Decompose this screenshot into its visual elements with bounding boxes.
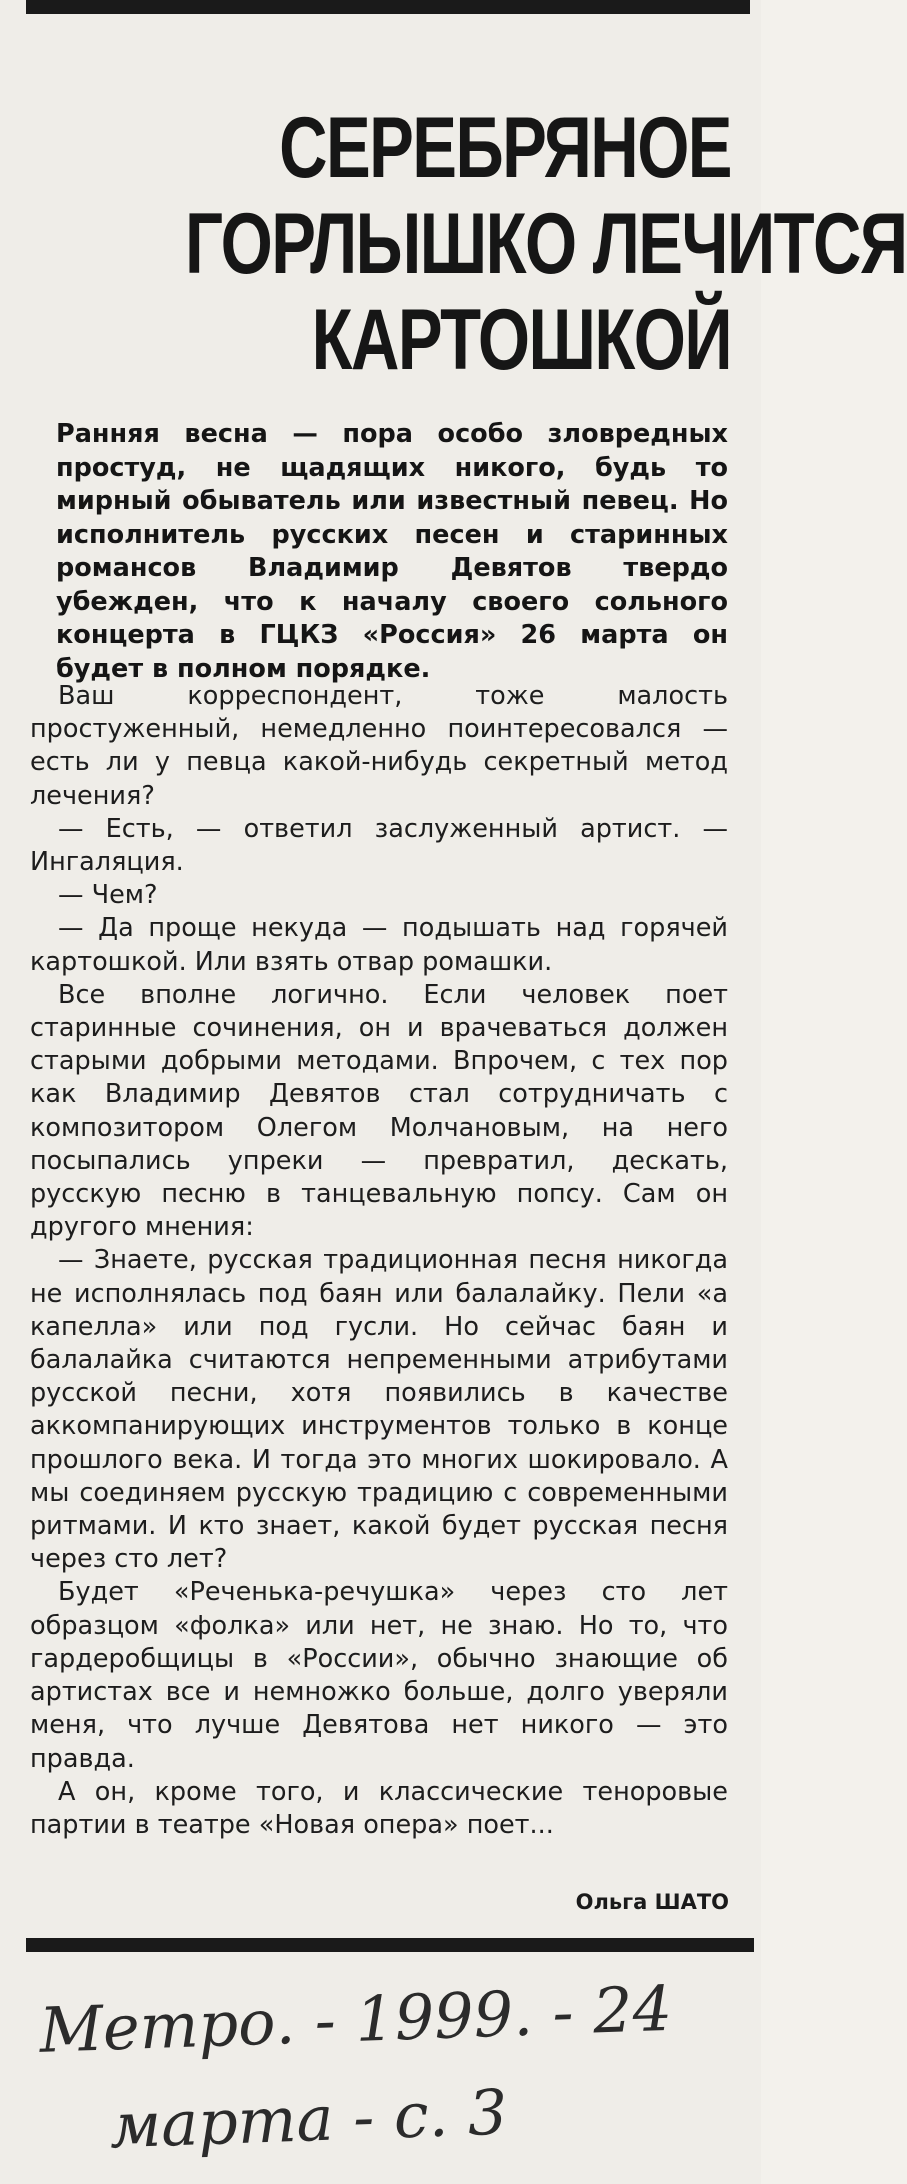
body-paragraph-5: Все вполне логично. Если человек поет старинные сочинения, он и врачеваться должен старыми добрыми методами. Впрочем, с тех пор как Владимир Девятов стал сотрудничать с композитором Олегом Молчановым, на него посыпались упреки — превратил, дескать, русскую песню в танцевальную попсу. Сам он другого мнения:	[30, 979, 728, 1243]
author-byline: Ольга ШАТО	[575, 1890, 729, 1914]
top-rule	[26, 0, 750, 14]
handwritten-note-line-1: Метро. - 1999. - 24	[38, 1971, 674, 2067]
article-body	[30, 680, 728, 1842]
headline-line-3: КАРТОШКОЙ	[311, 291, 731, 388]
body-paragraph-8: А он, кроме того, и классические теноровые партии в театре «Новая опера» поет...	[30, 1776, 728, 1840]
body-paragraph-4: — Да проще некуда — подышать над горячей картошкой. Или взять отвар ромашки.	[30, 913, 728, 977]
bottom-rule	[26, 1938, 754, 1952]
handwritten-source-note	[30, 1960, 730, 2163]
lead-paragraph: Ранняя весна — пора особо зловредных простуд, не щадящих никого, будь то мирный обыватель или известный певец. Но исполнитель русских песен и старинных романсов Владимир Девятов твердо убежден, что к началу своего сольного концерта в ГЦКЗ «Россия» 26 марта он будет в полном порядке.	[56, 419, 728, 684]
headline	[185, 99, 907, 388]
headline-line-2: ГОРЛЫШКО ЛЕЧИТСЯ	[185, 195, 907, 292]
body-paragraph-3: — Чем?	[58, 880, 158, 911]
handwritten-note-line-2: марта - с. 3	[108, 2075, 509, 2163]
body-paragraph-7: Будет «Реченька-речушка» через сто лет образцом «фолка» или нет, не знаю. Но то, что гардеробщицы в «России», обычно знающие об артистах все и немножко больше, долго уверяли меня, что лучше Девятова нет никого — это правда.	[30, 1577, 728, 1774]
body-paragraph-2: — Есть, — ответил заслуженный артист. — Ингаляция.	[30, 813, 728, 878]
body-paragraph-1: Ваш корреспондент, тоже малость простуженный, немедленно поинтересовался — есть ли у певца какой-нибудь секретный метод лечения?	[30, 681, 728, 811]
headline-line-1: СЕРЕБРЯНОЕ	[279, 99, 731, 196]
body-paragraph-6: — Знаете, русская традиционная песня никогда не исполнялась под баян или балалайку. Пели «а капелла» или под гусли. Но сейчас баян и балалайка считаются непременными атрибутами русской песни, хотя появились в качестве аккомпанирующих инструментов только в конце прошлого века. И тогда это многих шокировало. А мы соединяем русскую традицию с современными ритмами. И кто знает, какой будет русская песня через сто лет?	[30, 1245, 728, 1575]
